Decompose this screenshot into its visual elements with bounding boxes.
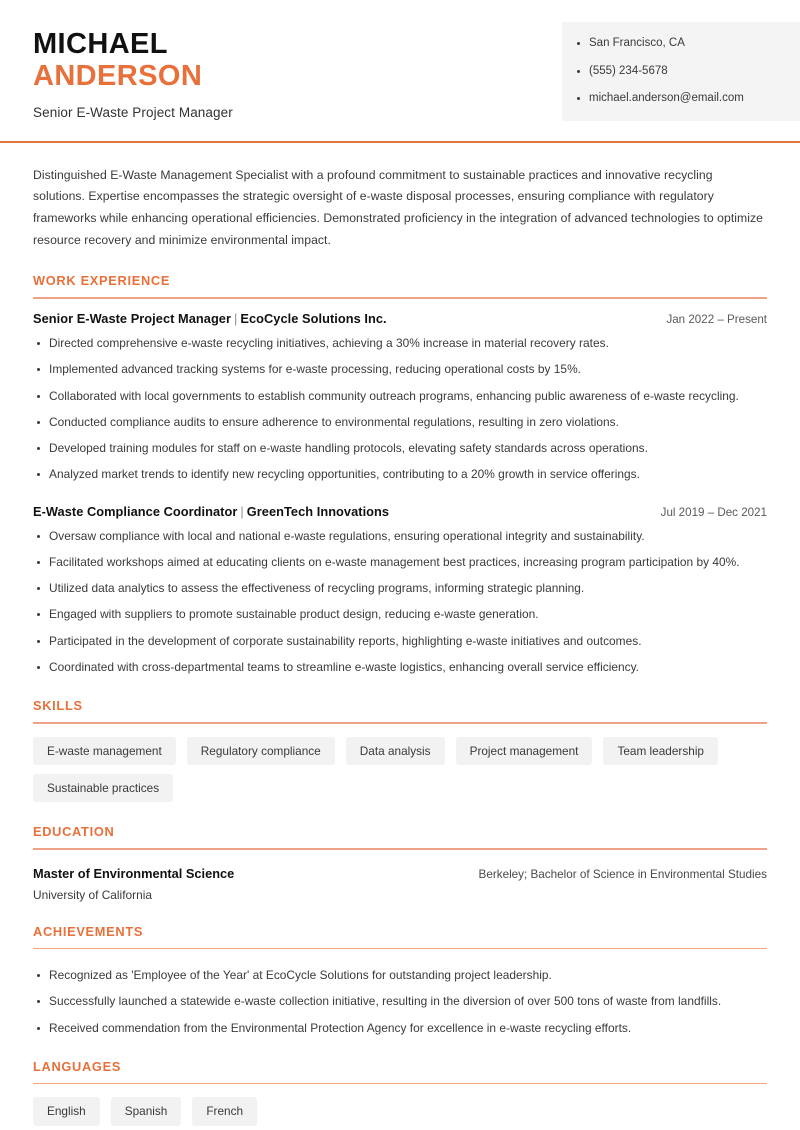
contact-email: michael.anderson@email.com (576, 91, 780, 107)
job-separator: | (234, 311, 238, 327)
job-company: GreenTech Innovations (246, 503, 390, 519)
job-bullet: Utilized data analytics to assess the effectiveness of recycling programs, informing strategic planning. (33, 580, 767, 597)
section-work-experience (33, 273, 767, 676)
job-role: E-Waste Compliance Coordinator (33, 503, 238, 519)
identity-block (33, 22, 233, 120)
job-bullet: Conducted compliance audits to ensure adherence to environmental regulations, resulting in zero violations. (33, 414, 767, 431)
achievement-list (33, 967, 767, 1037)
contact-location: San Francisco, CA (576, 36, 780, 52)
education-degree: Master of Environmental Science (33, 865, 235, 881)
job-bullet: Coordinated with cross-departmental teams to streamline e-waste logistics, enhancing overall service efficiency. (33, 659, 767, 676)
section-education (33, 824, 767, 902)
job-bullet: Directed comprehensive e-waste recycling initiatives, achieving a 30% increase in material recovery rates. (33, 335, 767, 352)
job-bullet: Facilitated workshops aimed at educating clients on e-waste management best practices, increasing program participation by 40%. (33, 554, 767, 571)
section-languages (33, 1059, 767, 1126)
language-tag: Spanish (111, 1097, 182, 1125)
achievement-bullet: Received commendation from the Environmental Protection Agency for excellence in e-waste recycling efforts. (33, 1020, 767, 1037)
job-title-company (33, 311, 387, 326)
language-tag: French (192, 1097, 257, 1125)
job-bullet: Developed training modules for staff on e-waste handling protocols, elevating safety standards across operations. (33, 440, 767, 457)
section-divider (33, 297, 767, 299)
section-title-achievements: ACHIEVEMENTS (33, 923, 144, 939)
job-bullets (33, 528, 767, 677)
education-school: University of California (33, 887, 152, 902)
job-header (33, 504, 767, 519)
job-bullet: Participated in the development of corporate sustainability reports, highlighting e-waste initiatives and outcomes. (33, 633, 767, 650)
section-divider (33, 722, 767, 724)
job-role: Senior E-Waste Project Manager (33, 311, 232, 327)
skill-tag: Regulatory compliance (187, 737, 335, 765)
section-title-skills: SKILLS (33, 698, 83, 714)
contact-list (576, 36, 780, 107)
section-achievements (33, 924, 767, 1037)
languages-tag-list (33, 1097, 767, 1125)
achievement-bullet: Successfully launched a statewide e-waste collection initiative, resulting in the diversion of over 500 tons of waste from landfills. (33, 993, 767, 1010)
skill-tag: Project management (456, 737, 593, 765)
section-title-work-experience: WORK EXPERIENCE (33, 273, 171, 289)
skill-tag: Team leadership (603, 737, 718, 765)
section-skills (33, 698, 767, 802)
section-divider (33, 848, 767, 850)
contact-info-box (562, 22, 800, 121)
header-divider (0, 141, 800, 143)
job-header (33, 311, 767, 326)
job-bullet: Collaborated with local governments to establish community outreach programs, enhancing public awareness of e-waste recycling. (33, 388, 767, 405)
professional-summary: Distinguished E-Waste Management Specialist with a profound commitment to sustainable practices and innovative recycling solutions. Expertise encompasses the strategic oversight of e-waste disposal processes, ensuring compliance with regulatory frameworks while enhancing operational efficiencies. Demonstrated proficiency in the integration of advanced technologies to optimize resource recovery and minimize environmental impact. (33, 167, 763, 247)
skill-tag: Sustainable practices (33, 774, 173, 802)
job-title-company (33, 504, 389, 519)
section-divider (33, 948, 767, 950)
headline-job-title: Senior E-Waste Project Manager (33, 104, 233, 120)
skill-tag: Data analysis (346, 737, 445, 765)
skills-tag-list (33, 737, 767, 802)
job-entry (33, 311, 767, 484)
job-bullet: Analyzed market trends to identify new recycling opportunities, contributing to a 20% growth in service offerings. (33, 466, 767, 483)
job-bullet: Oversaw compliance with local and national e-waste regulations, ensuring operational integrity and sustainability. (33, 528, 767, 545)
job-bullets (33, 335, 767, 484)
job-entry (33, 504, 767, 677)
education-entry (33, 866, 767, 881)
achievement-bullet: Recognized as 'Employee of the Year' at EcoCycle Solutions for outstanding project leadership. (33, 967, 767, 984)
section-divider (33, 1083, 767, 1085)
language-tag: English (33, 1097, 100, 1125)
job-bullet: Implemented advanced tracking systems for e-waste processing, reducing operational costs by 15%. (33, 361, 767, 378)
job-dates: Jan 2022 – Present (666, 313, 767, 327)
job-dates: Jul 2019 – Dec 2021 (660, 505, 767, 519)
first-name: MICHAEL (33, 28, 168, 60)
contact-phone: (555) 234-5678 (576, 64, 780, 80)
resume-header (0, 0, 800, 121)
last-name: ANDERSON (33, 60, 203, 93)
education-extra: Berkeley; Bachelor of Science in Environmental Studies (478, 867, 767, 881)
job-separator: | (240, 503, 244, 519)
skill-tag: E-waste management (33, 737, 176, 765)
resume-content (0, 165, 800, 1126)
job-bullet: Engaged with suppliers to promote sustainable product design, reducing e-waste generation. (33, 606, 767, 623)
job-company: EcoCycle Solutions Inc. (240, 311, 387, 327)
section-title-education: EDUCATION (33, 823, 115, 839)
section-title-languages: LANGUAGES (33, 1058, 122, 1074)
